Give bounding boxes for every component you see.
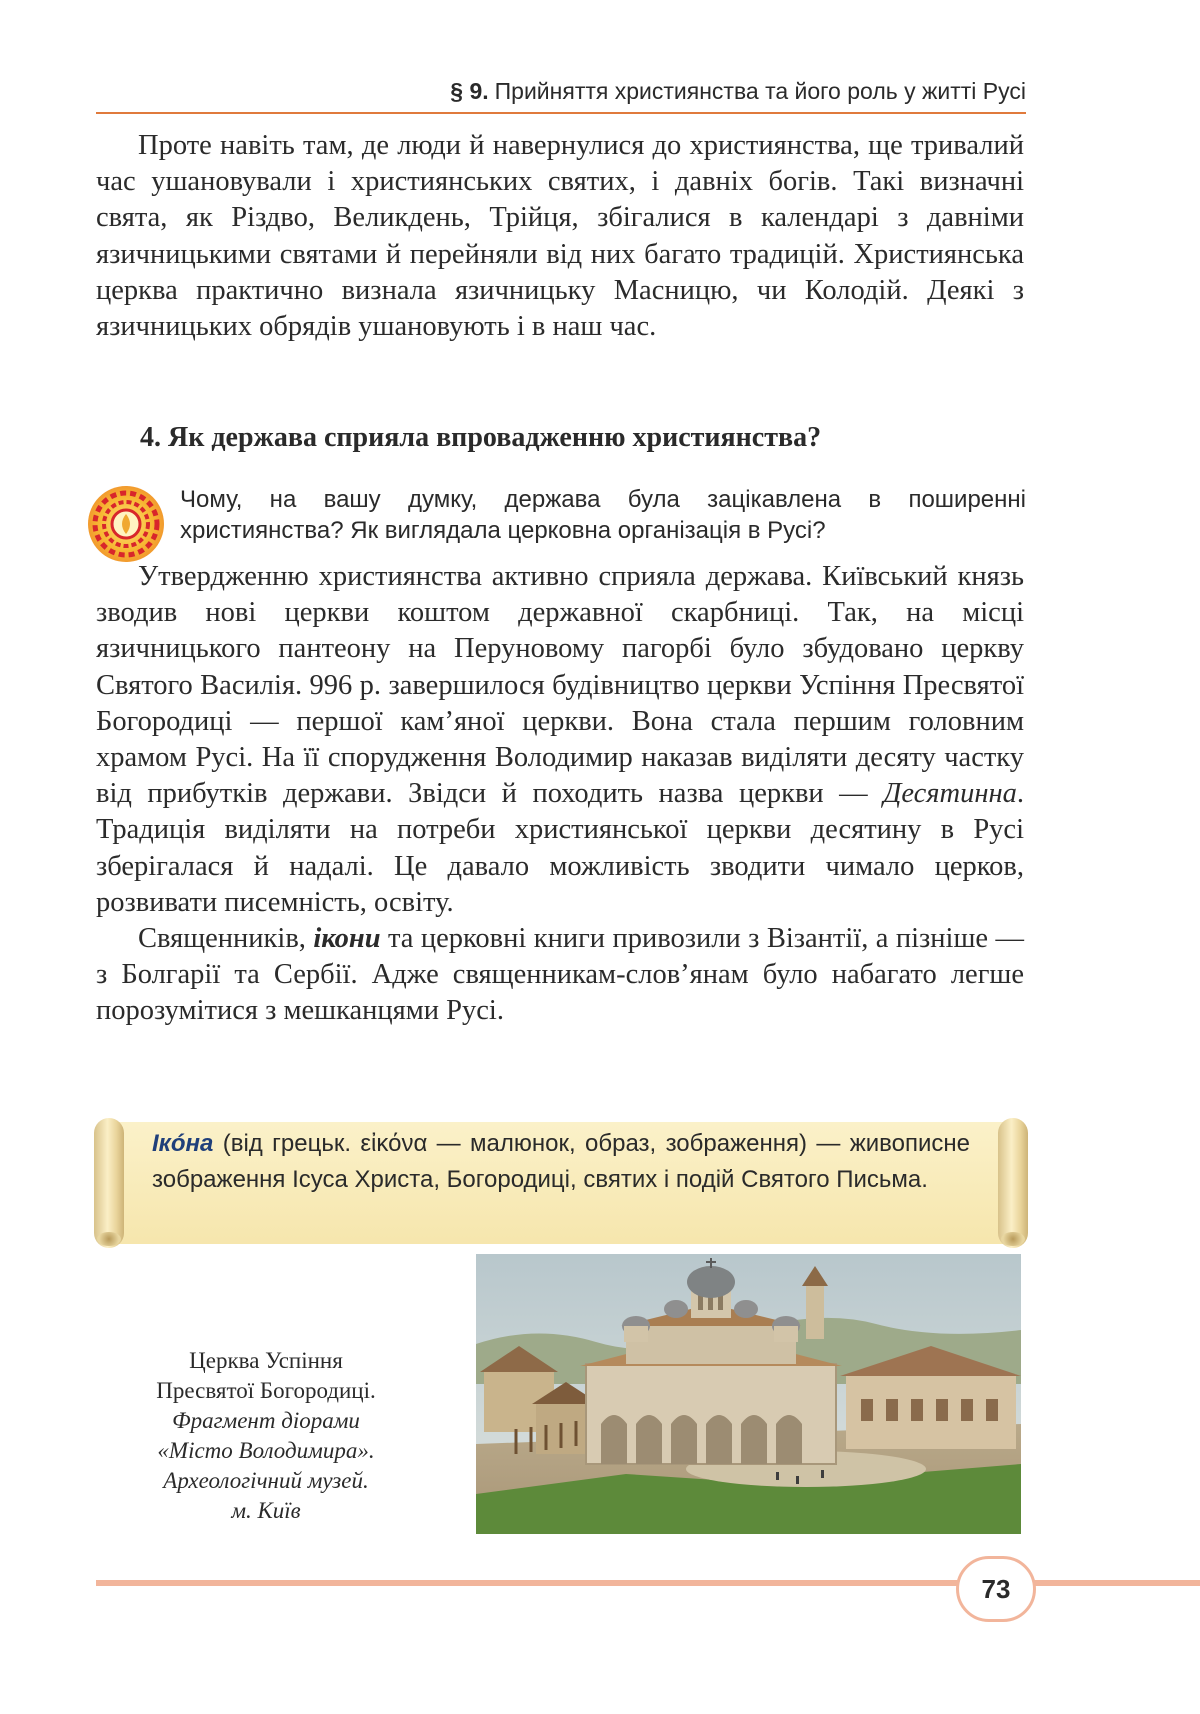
caption-line-2: Пресвятої Богородиці. [156,1378,376,1403]
caption-line-1: Церква Успіння [189,1348,343,1373]
paragraph-2-part2: . Традиція виділяти на потреби християнської церкви десятину в Русі зберігалася й надалі. Це давало можливість зводити чимало церков, розвивати писемність, освіту. [96,778,1025,918]
definition-scroll [94,1118,1028,1250]
caption-line-5: Археологічний музей. [163,1468,369,1493]
paragraph-2-emphasis: Десятинна [883,778,1017,810]
caption-line-3: Фрагмент діорами [172,1408,360,1433]
paragraph-3-part1: Священників, [138,923,306,955]
ornament-question-icon [86,484,166,564]
question-text: Чому, на вашу думку, держава була зацікавлена в поширенні християнства? Як виглядала церковна організація в Русі? [180,486,1026,544]
paragraph-2-part1: Утвердженню християнства активно сприяла держава. Київський князь зводив нові церкви коштом державної скарбниці. Так, на місці язичницького пантеону на Перуновому пагорбі було збудовано церкву Святого Василія. 996 р. завершилося будівництво церкви Успіння Пресвятої Богородиці — першої кам’яної церкви. Вона стала першим головним храмом Русі. На її спорудження Володимир наказав виділяти десяту частку від прибутків держави. Звідси й походить назва церкви — [96,561,1024,810]
caption-line-6: м. Київ [231,1498,301,1523]
paragraph-2 [96,559,1024,1030]
scroll-roll-left [94,1118,124,1248]
definition-body: (від грецьк. εἰκόνα — малюнок, образ, зображення) — живописне зображення Ісуса Христа, Богородиці, святих і подій Святого Письма. [152,1130,970,1193]
paragraph-1-text: Проте навіть там, де люди й навернулися до християнства, ще тривалий час ушановували і християнських святих, і давніх богів. Такі визначні свята, як Різдво, Великдень, Трійця, збігалися в календарі з давніми язичницькими святами й перейняли від них багато традицій. Християнська церква практично визнала язичницьку Масницю, чи Колодій. Деякі з язичницьких обрядів ушановують і в наш час. [96,130,1024,343]
chapter-title: Прийняття християнства та його роль у житті Русі [494,78,1026,104]
church-diorama-image [476,1254,1021,1534]
header-divider [96,112,1026,114]
photo-caption [96,1346,436,1526]
paragraph-3-emphasis: ікони [313,923,381,955]
page-number: 73 [981,1574,1011,1604]
definition-text [152,1126,970,1198]
definition-term: Ікóна [152,1130,214,1157]
paragraph-2-text [96,559,1024,921]
running-header [96,78,1026,105]
section-number: § 9. [450,78,489,104]
paragraph-3-text [96,921,1024,1030]
paragraph-1 [96,128,1024,345]
scroll-roll-right [998,1118,1028,1248]
section-heading: 4. Як держава сприяла впровадженню християнства? [140,422,822,453]
paragraph-3-part2: та церковні книги привозили з Візантії, а пізніше — з Болгарії та Сербії. Адже священникам-слов’янам було набагато легше порозумітися з мешканцями Русі. [96,923,1024,1027]
caption-line-4: «Місто Володимира». [157,1438,375,1463]
